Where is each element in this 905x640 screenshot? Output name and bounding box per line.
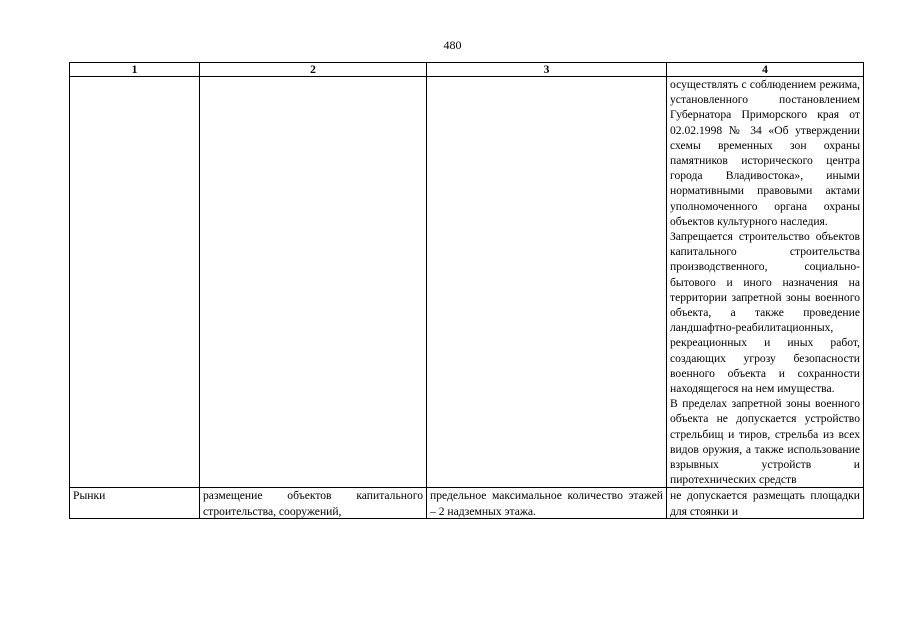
table-cell-empty	[70, 77, 200, 488]
zoning-regulations-table	[69, 62, 864, 519]
column-header-4: 4	[667, 63, 864, 77]
page-number: 480	[443, 38, 462, 52]
permitted-use-cell: размещение объектов капитального строительства, сооружений,	[200, 488, 427, 519]
restriction-paragraph: осуществлять с соблюдением режима, установленного постановлением Губернатора Приморского края от 02.02.1998 № 34 «Об утверждении схемы временных зон охраны памятников исторического центра города Владивостока», иными нормативными правовыми актами уполномоченного органа охраны объектов культурного наследия.	[670, 78, 860, 228]
column-header-1: 1	[70, 63, 200, 77]
restrictions-cell	[667, 77, 864, 488]
column-header-2: 2	[200, 63, 427, 77]
land-use-type-cell: Рынки	[70, 488, 200, 519]
column-header-3: 3	[427, 63, 667, 77]
table-row	[70, 77, 864, 488]
parameters-cell: предельное максимальное количество этажей – 2 надземных этажа.	[427, 488, 667, 519]
table-header-row	[70, 63, 864, 77]
restriction-paragraph: Запрещается строительство объектов капитального строительства производственного, социально-бытового и иного назначения на территории запретной зоны военного объекта, а также проведение ландшафтно-реабилитационных, рекреационных и иных работ, создающих угрозу безопасности военного объекта и сохранности находящегося на нем имущества.	[670, 230, 860, 396]
table-cell-empty	[427, 77, 667, 488]
restrictions-cell: не допускается размещать площадки для стоянки и	[667, 488, 864, 519]
table-cell-empty	[200, 77, 427, 488]
table-row	[70, 488, 864, 519]
restriction-paragraph: В пределах запретной зоны военного объекта не допускается устройство стрельбищ и тиров, стрельба из всех видов оружия, а также использование взрывных устройств и пиротехнических средств	[670, 397, 860, 487]
